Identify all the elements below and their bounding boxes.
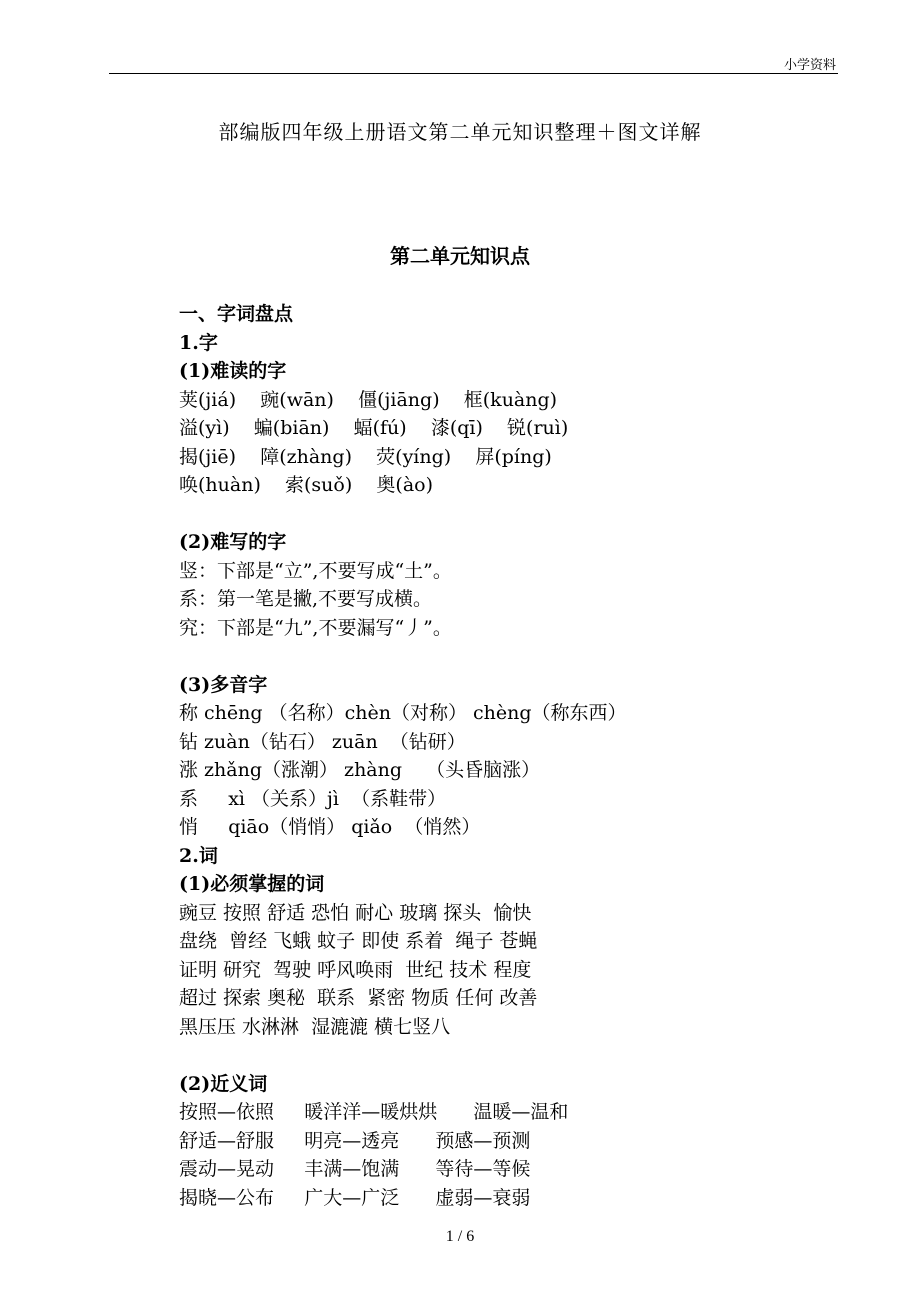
synonyms-heading: (2)近义词 bbox=[179, 1072, 268, 1095]
must-master-line: 超过 探索 奥秘 联系 紧密 物质 任何 改善 bbox=[179, 987, 538, 1009]
ci-heading: 2.词 bbox=[179, 844, 218, 867]
zi-heading: 1.字 bbox=[179, 331, 218, 354]
polyphone-line: 涨 zhǎng（涨潮） zhàng （头昏脑涨） bbox=[179, 759, 541, 781]
synonyms-line: 舒适—舒服 明亮—透亮 预感—预测 bbox=[179, 1129, 531, 1152]
hard-write-line: 系：第一笔是撇,不要写成横。 bbox=[179, 588, 433, 610]
hard-read-line: 荚(jiá) 豌(wān) 僵(jiāng) 框(kuàng) bbox=[179, 388, 558, 411]
header-label: 小学资料 bbox=[783, 58, 836, 73]
must-master-heading: (1)必须掌握的词 bbox=[179, 873, 325, 895]
content bbox=[179, 300, 859, 1212]
hard-write-heading: (2)难写的字 bbox=[179, 531, 287, 553]
synonyms-line: 揭晓—公布 广大—广泛 虚弱—衰弱 bbox=[179, 1186, 531, 1209]
polyphone-line: 称 chēng （名称）chèn（对称） chèng（称东西） bbox=[179, 702, 627, 724]
must-master-line: 豌豆 按照 舒适 恐怕 耐心 玻璃 探头 愉快 bbox=[179, 901, 532, 924]
polyphone-line: 钻 zuàn（钻石） zuān （钻研） bbox=[179, 730, 466, 753]
must-master-line: 证明 研究 驾驶 呼风唤雨 世纪 技术 程度 bbox=[179, 958, 532, 981]
synonyms-line: 震动—晃动 丰满—饱满 等待—等候 bbox=[179, 1158, 531, 1180]
header-rule bbox=[109, 73, 838, 74]
spacer bbox=[179, 642, 859, 671]
synonyms-line: 按照—依照 暖洋洋—暖烘烘 温暖—温和 bbox=[179, 1101, 569, 1123]
part-heading: 一、字词盘点 bbox=[179, 303, 294, 325]
hard-write-line: 竖：下部是“立”,不要写成“土”。 bbox=[179, 559, 452, 582]
must-master-line: 盘绕 曾经 飞蛾 蚊子 即使 系着 绳子 苍蝇 bbox=[179, 930, 538, 952]
polyphone-heading: (3)多音字 bbox=[179, 673, 268, 696]
spacer bbox=[179, 500, 859, 529]
hard-write-line: 究：下部是“九”,不要漏写“丿”。 bbox=[179, 616, 452, 639]
section-title: 第二单元知识点 bbox=[390, 244, 530, 268]
hard-read-line: 揭(jiē) 障(zhàng) 荧(yíng) 屏(píng) bbox=[179, 445, 552, 468]
spacer bbox=[179, 1041, 859, 1070]
page-number: 1 / 6 bbox=[445, 1228, 475, 1245]
polyphone-line: 系 xì （关系）jì （系鞋带） bbox=[179, 787, 447, 810]
hard-read-heading: (1)难读的字 bbox=[179, 360, 287, 382]
polyphone-line: 悄 qiāo（悄悄） qiǎo （悄然） bbox=[179, 816, 481, 838]
hard-read-line: 溢(yì) 蝙(biān) 蝠(fú) 漆(qī) 锐(ruì) bbox=[179, 417, 569, 439]
hard-read-line: 唤(huàn) 索(suǒ) 奥(ào) bbox=[179, 474, 434, 496]
document-title: 部编版四年级上册语文第二单元知识整理＋图文详解 bbox=[218, 120, 702, 144]
must-master-line: 黑压压 水淋淋 湿漉漉 横七竖八 bbox=[179, 1015, 451, 1038]
